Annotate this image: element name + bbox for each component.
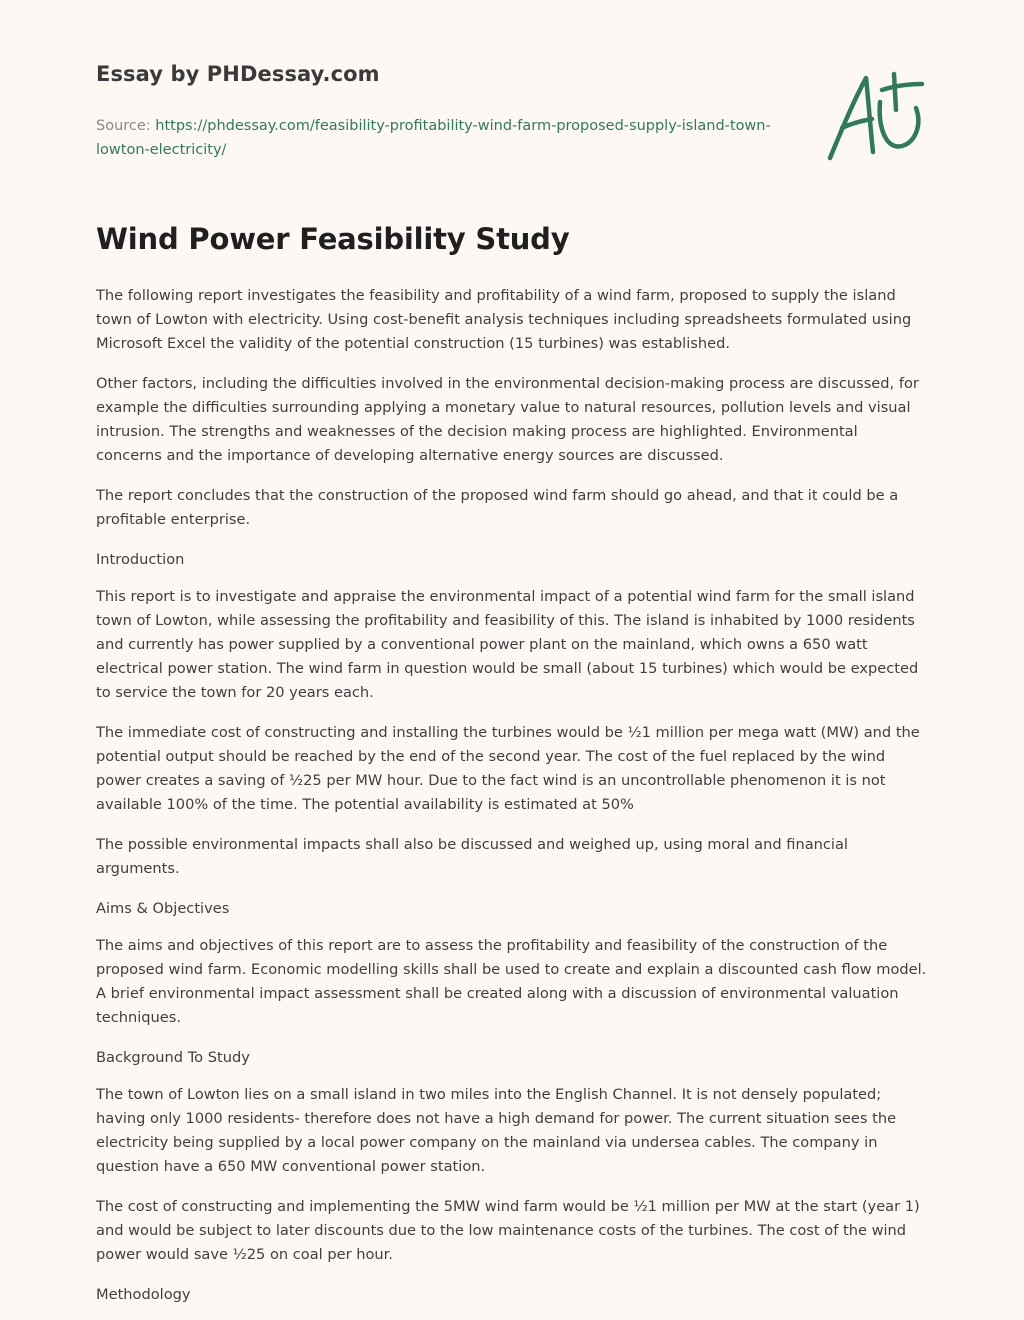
section-heading-background: Background To Study — [96, 1049, 250, 1066]
paragraph: The town of Lowton lies on a small island in two miles into the English Channel. It is not densely populated; having only 1000 residents- therefore does not have a high demand for power. The current situation sees the electricity being supplied by a local power company on the mainland via undersea cables. The company in question have a 650 MW conventional power station. — [96, 1086, 897, 1175]
source-link[interactable]: https://phdessay.com/feasibility-profitability-wind-farm-proposed-supply-island-town-lowton-electricity/ — [96, 118, 771, 158]
section-heading-introduction: Introduction — [96, 551, 185, 568]
paragraph: This report is to investigate and appraise the environmental impact of a potential wind farm for the small island town of Lowton, while assessing the profitability and feasibility of this. The island is inhabited by 1000 residents and currently has power supplied by a conventional power plant on the mainland, which owns a 650 watt electrical power station. The wind farm in question would be small (about 15 turbines) which would be expected to service the town for 20 years each. — [96, 588, 919, 701]
paragraph: The possible environmental impacts shall also be discussed and weighed up, using moral and financial arguments. — [96, 836, 848, 877]
essay-body — [96, 284, 928, 1320]
paragraph: Other factors, including the difficulties involved in the environmental decision-making process are discussed, for example the difficulties surrounding applying a monetary value to natural resources, pollution levels and visual intrusion. The strengths and weaknesses of the decision making process are highlighted. Environmental concerns and the importance of developing alternative energy sources are discussed. — [96, 375, 919, 464]
paragraph: The aims and objectives of this report are to assess the profitability and feasibility of the construction of the proposed wind farm. Economic modelling skills shall be used to create and explain a discounted cash flow model. A brief environmental impact assessment shall be created along with a discussion of environmental valuation techniques. — [96, 937, 927, 1026]
essay-title: Wind Power Feasibility Study — [96, 222, 570, 256]
section-heading-aims: Aims & Objectives — [96, 900, 230, 917]
a-plus-grade-icon — [820, 66, 932, 166]
paragraph: The report concludes that the construction of the proposed wind farm should go ahead, and that it could be a profitable enterprise. — [96, 487, 899, 528]
paragraph: The immediate cost of constructing and installing the turbines would be ½1 million per mega watt (MW) and the potential output should be reached by the end of the second year. The cost of the fuel replaced by the wind power creates a saving of ½25 per MW hour. Due to the fact wind is an uncontrollable phenomenon it is not available 100% of the time. The potential availability is estimated at 50% — [96, 724, 920, 813]
essay-header — [96, 62, 796, 162]
source-line — [96, 114, 796, 162]
paragraph: The cost of constructing and implementing the 5MW wind farm would be ½1 million per MW at the start (year 1) and would be subject to later discounts due to the low maintenance costs of the turbines. The cost of the wind power would save ½25 on coal per hour. — [96, 1198, 920, 1263]
paragraph: The following report investigates the feasibility and profitability of a wind farm, proposed to supply the island town of Lowton with electricity. Using cost-benefit analysis techniques including spreadsheets formulated using Microsoft Excel the validity of the potential construction (15 turbines) was established. — [96, 287, 912, 352]
source-label: Source: — [96, 118, 156, 134]
section-heading-methodology: Methodology — [96, 1286, 191, 1303]
site-brand: Essay by PHDessay.com — [96, 62, 380, 86]
